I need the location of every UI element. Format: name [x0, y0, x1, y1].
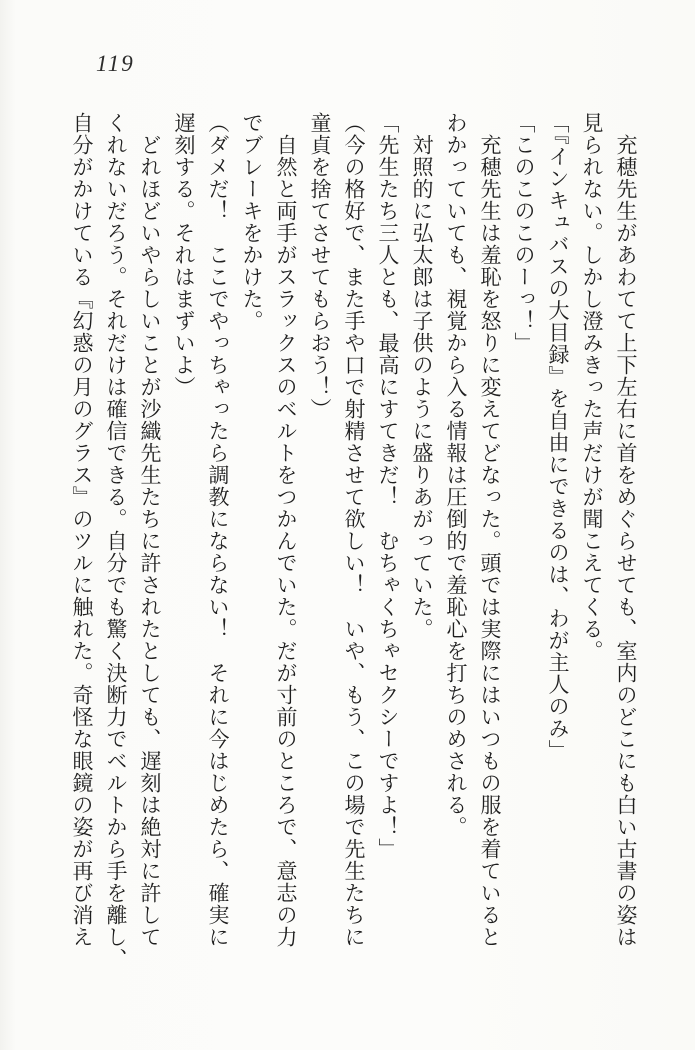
text-line: どれほどいやらしいことが沙織先生たちに許されたとしても、遅刻は絶対に許して [138, 112, 162, 948]
text-line: でブレーキをかけた。 [240, 112, 264, 332]
text-line: 「このこのこのーっ！」 [512, 112, 536, 354]
text-line: 「『インキュバスの大目録』を自由にできるのは、わが主人のみ」 [546, 112, 570, 762]
text-line: （ダメだ！ ここでやっちゃったら調教にならない！ それに今はじめたら、確実に [206, 112, 230, 948]
text-line: 自然と両手がスラックスのベルトをつかんでいた。だが寸前のところで、意志の力 [274, 112, 298, 948]
text-line: わかっていても、視覚から入る情報は圧倒的で羞恥心を打ちのめされる。 [444, 112, 468, 838]
text-line: 充穂先生は羞恥を怒りに変えてどなった。頭では実際にはいつもの服を着ていると [478, 112, 502, 948]
page-number: 119 [96, 51, 135, 76]
vertical-text-block [65, 112, 643, 970]
text-line: 童貞を捨てさせてもらおう！） [308, 112, 332, 420]
text-line: 遅刻する。それはまずいよ） [172, 112, 196, 398]
text-line: 「先生たち三人とも、最高にすてきだ！ むちゃくちゃセクシーですよ！」 [376, 112, 400, 860]
text-line: 見られない。しかし澄みきった声だけが聞こえてくる。 [580, 112, 604, 662]
text-line: くれないだろう。それだけは確信できる。自分でも驚く決断力でベルトから手を離し、 [104, 112, 128, 970]
text-line: （今の格好で、また手や口で射精させて欲しい！ いや、もう、この場で先生たちに [342, 112, 366, 948]
text-line: 充穂先生があわてて上下左右に首をめぐらせても、室内のどこにも白い古書の姿は [614, 112, 638, 948]
text-line: 自分がかけている『幻惑の月のグラス』のツルに触れた。奇怪な眼鏡の姿が再び消え [70, 112, 94, 948]
text-line: 対照的に弘太郎は子供のように盛りあがっていた。 [410, 112, 434, 640]
